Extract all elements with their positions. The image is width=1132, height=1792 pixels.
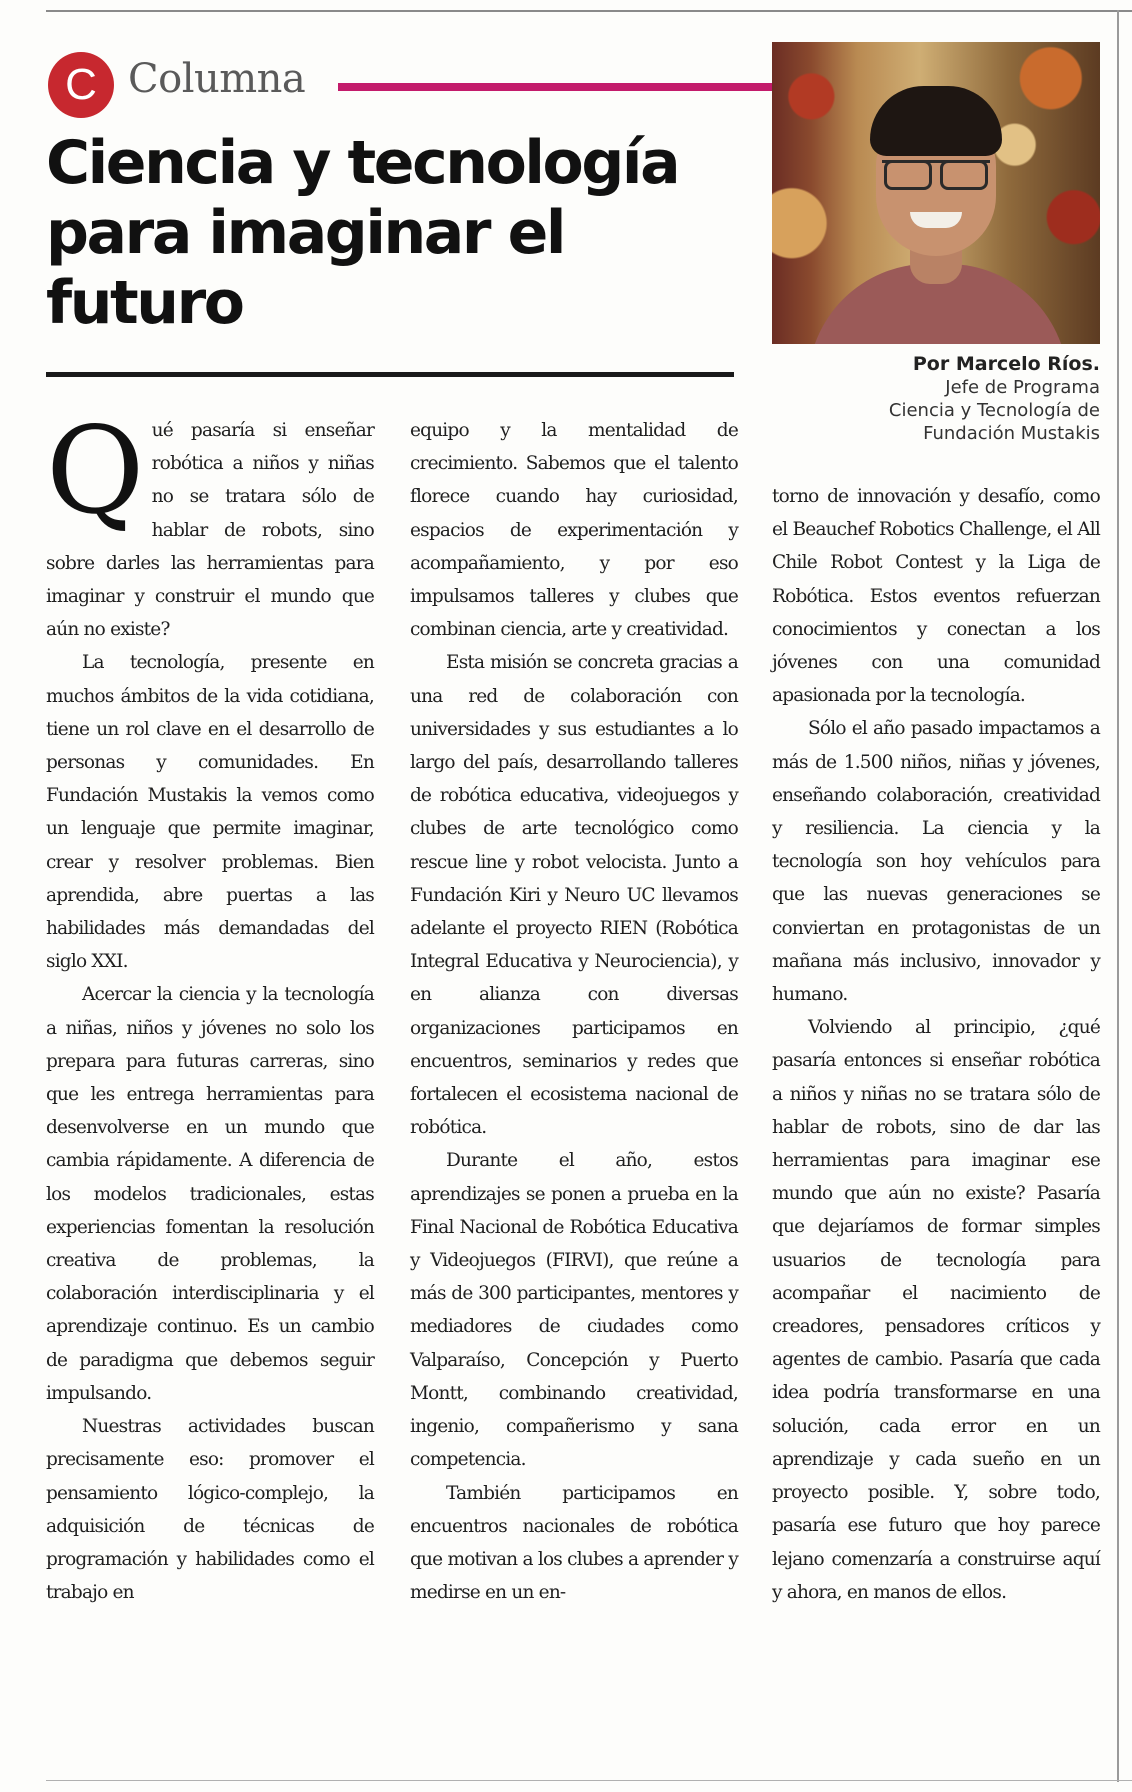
section-label: Columna — [128, 56, 306, 102]
paragraph: Acercar la ciencia y la tecnología a niñas, niños y jóvenes no solo los prepara para futuras carreras, sino que les entrega herramientas para desenvolverse en un mundo que cambia rápidamente. A diferencia de los modelos tradicionales, estas experiencias fomentan la resolución creativa de problemas, la colaboración interdisciplinaria y el aprendizaje continuo. Es un cambio de paradigma que debemos seguir impulsando. — [46, 984, 374, 1404]
paragraph: Sólo el año pasado impactamos a más de 1.500 niños, niñas y jóvenes, enseñando colaboración, creatividad y resiliencia. La ciencia y la tecnología son hoy vehículos para que las nuevas generaciones se conviertan en protagonistas de un mañana más inclusivo, innovador y humano. — [772, 718, 1100, 1006]
section-badge: C — [48, 52, 114, 118]
paragraph: Esta misión se concreta gracias a una red de colaboración con universidades y sus estudiantes a lo largo del país, desarrollando talleres de robótica educativa, videojuegos y clubes de arte tecnológico como rescue line y robot velocista. Junto a Fundación Kiri y Neuro UC llevamos adelante el proyecto RIEN (Robótica Integral Educativa y Neurociencia), y en alianza con diversas organizaciones participamos en encuentros, seminarios y redes que fortalecen el ecosistema nacional de robótica. — [410, 652, 738, 1139]
article-title: Ciencia y tecnología para imaginar el futuro — [46, 128, 679, 338]
paragraph: Volviendo al principio, ¿qué pasaría entonces si enseñar robótica a niños y niñas no se tratara sólo de hablar de robots, sino de dar las herramientas para imaginar ese mundo que aún no existe? Pasaría que dejaríamos de formar simples usuarios de tecnología para acompañar el nacimiento de creadores, pensadores críticos y agentes de cambio. Pasaría que cada idea podría transformarse en una solución, cada error en un aprendizaje y cada sueño en un proyecto posible. Y, sobre todo, pasaría ese futuro que hoy parece lejano comenzaría a construirse aquí y ahora, en manos de ellos. — [772, 1017, 1100, 1603]
paragraph: Durante el año, estos aprendizajes se ponen a prueba en la Final Nacional de Robótica Educativa y Videojuegos (FIRVI), que reúne a más de 300 participantes, mentores y mediadores de ciudades como Valparaíso, Concepción y Puerto Montt, combinando creatividad, ingenio, compañerismo y sana competencia. — [410, 1150, 738, 1471]
right-rule — [1117, 10, 1119, 1782]
author-role-line2: Ciencia y Tecnología de — [888, 400, 1100, 421]
paragraph-continued: equipo y la mentalidad de crecimiento. Sabemos que el talento florece cuando hay curiosidad, espacios de experimentación y acompañamiento, y por eso impulsamos talleres y clubes que combinan ciencia, arte y creatividad. — [410, 420, 738, 641]
paragraph-continued: torno de innovación y desafío, como el Beauchef Robotics Challenge, el All Chile Robot Contest y la Liga de Robótica. Estos eventos refuerzan conocimientos y conectan a los jóvenes con una comunidad apasionada por la tecnología. — [772, 486, 1100, 707]
author-name: Por Marcelo Ríos. — [912, 353, 1100, 375]
title-rule — [46, 372, 734, 377]
byline — [889, 352, 1100, 445]
article-column-2 — [410, 414, 738, 1609]
paragraph: Nuestras actividades buscan precisamente eso: promover el pensamiento lógico-complejo, la adquisición de técnicas de programación y habilidades como el trabajo en — [46, 1416, 374, 1604]
section-header — [48, 52, 770, 108]
top-rule — [46, 10, 1132, 12]
author-role-line3: Fundación Mustakis — [923, 423, 1100, 444]
author-role-line1: Jefe de Programa — [945, 377, 1100, 398]
article-column-3 — [772, 480, 1100, 1609]
section-accent-line — [338, 83, 826, 91]
paragraph: También participamos en encuentros nacionales de robótica que motivan a los clubes a aprender y medirse en un en- — [410, 1482, 738, 1604]
paragraph: La tecnología, presente en muchos ámbitos de la vida cotidiana, tiene un rol clave en el desarrollo de personas y comunidades. En Fundación Mustakis la vemos como un lenguaje que permite imaginar, crear y resolver problemas. Bien aprendida, abre puertas a las habilidades más demandadas del siglo XXI. — [46, 652, 374, 973]
drop-cap: Q — [46, 402, 144, 541]
paragraph-intro-text: ué pasaría si enseñar robótica a niños y niñas no se tratara sólo de hablar de robots, sino sobre darles las herramientas para imaginar y construir el mundo que aún no existe? — [46, 420, 374, 641]
article-column-1 — [46, 402, 374, 1609]
paragraph-intro — [46, 402, 374, 646]
author-portrait-icon — [772, 42, 1100, 344]
bottom-rule — [46, 1780, 1132, 1781]
